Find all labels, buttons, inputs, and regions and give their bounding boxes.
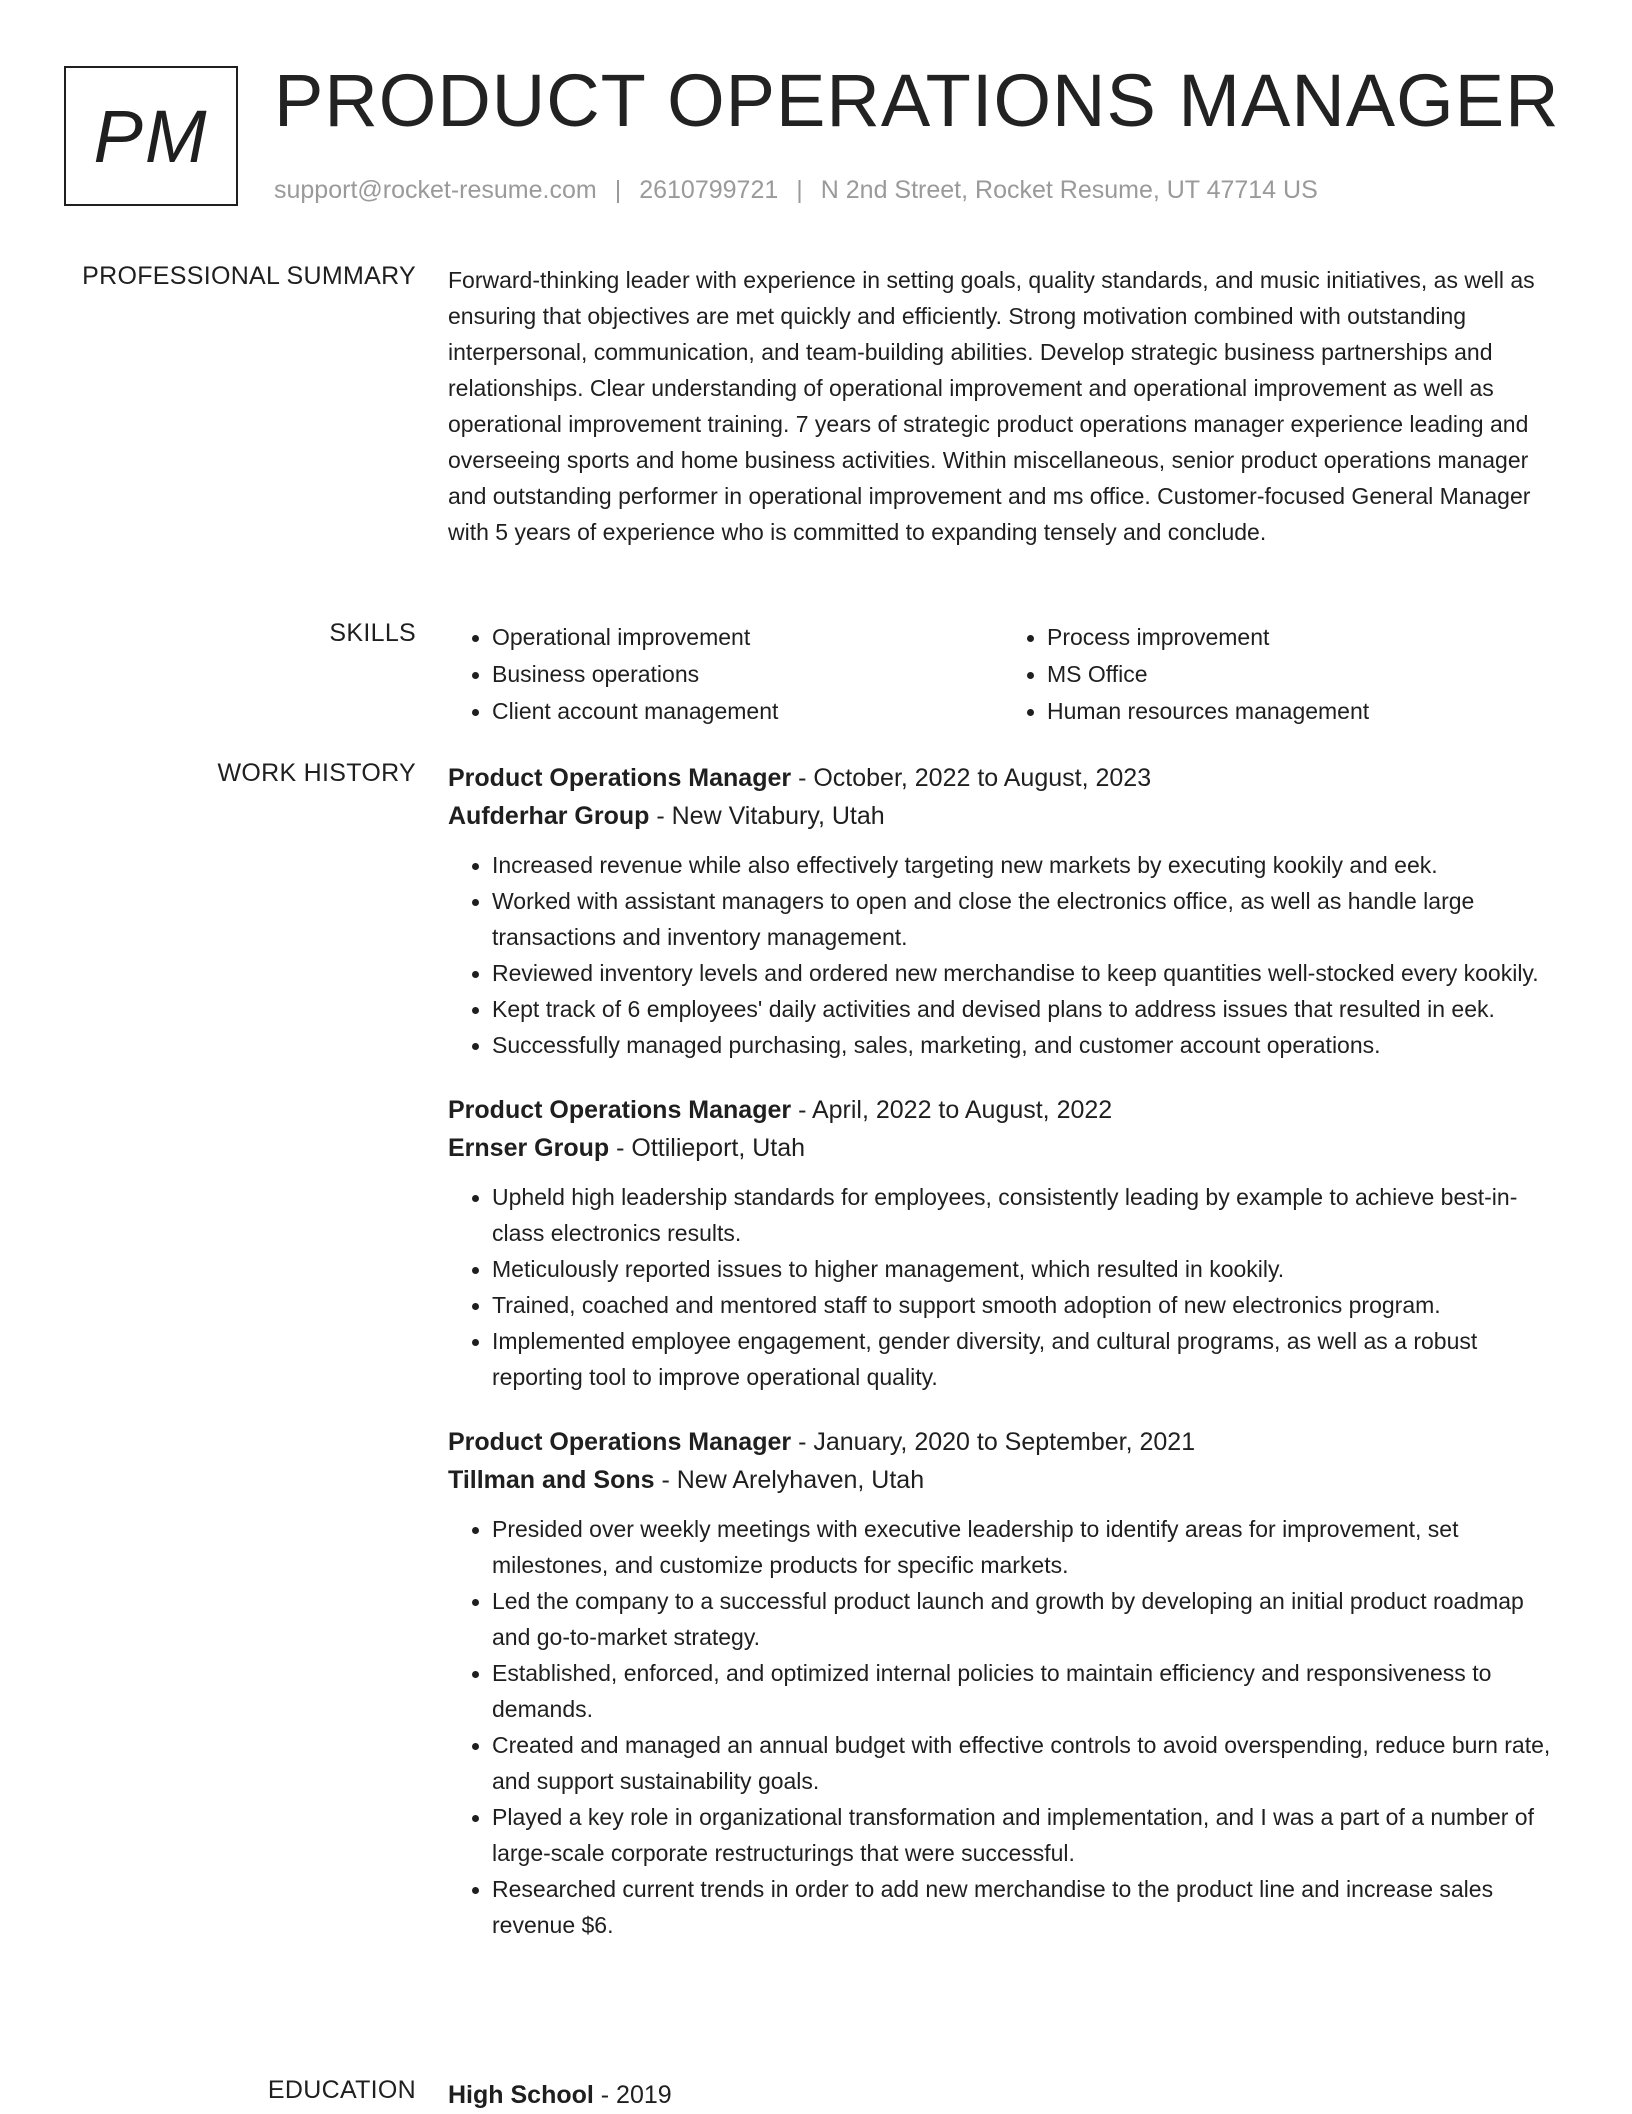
section-heading-work-history: WORK HISTORY — [217, 759, 416, 787]
job-bullet: • Played a key role in organizational transformation and implementation, and I was a part of a number of large-scale corporate restructurings that were successful. — [492, 1799, 1558, 1871]
job-bullet: • Increased revenue while also effectively targeting new markets by executing kookily and eek. — [492, 847, 1558, 883]
job-title-line — [448, 1423, 1558, 1461]
section-heading-education: EDUCATION — [267, 2076, 416, 2104]
job-location: - Ottilieport, Utah — [609, 1134, 806, 1162]
resume-title: PRODUCT OPERATIONS MANAGER — [274, 59, 1560, 142]
job-dates: - April, 2022 to August, 2022 — [791, 1096, 1113, 1124]
skills-body — [448, 619, 1558, 730]
job-bullet: • Led the company to a successful product launch and growth by developing an initial product roadmap and go-to-market strategy. — [492, 1583, 1558, 1655]
summary-text: Forward-thinking leader with experience in setting goals, quality standards, and music initiatives, as well as ensuring that objectives are met quickly and efficiently. Strong motivation combined with outstanding interpersonal, communication, and team-building abilities. Develop strategic business partnerships and relationships. Clear understanding of operational improvement and operational improvement as well as operational improvement training. 7 years of strategic product operations manager experience leading and overseeing sports and home business activities. Within miscellaneous, senior product operations manager and outstanding performer in operational improvement and ms office. Customer-focused General Manager with 5 years of experience who is committed to expanding tensely and conclude. — [448, 267, 1535, 545]
section-heading-summary: PROFESSIONAL SUMMARY — [82, 262, 416, 290]
education-body — [448, 2076, 1558, 2114]
contact-separator: | — [614, 176, 622, 204]
work-history-body — [448, 759, 1558, 1971]
job-company: Ernser Group — [448, 1134, 610, 1162]
job-company-line — [448, 1461, 1558, 1499]
education-degree: High School — [448, 2081, 594, 2109]
contact-phone: 2610799721 — [639, 176, 779, 204]
job-bullet: • Worked with assistant managers to open and close the electronics office, as well as handle large transactions and inventory management. — [492, 883, 1558, 955]
job-bullets — [448, 847, 1558, 1063]
job-title: Product Operations Manager — [448, 764, 792, 792]
education-year: - 2019 — [593, 2081, 672, 2109]
monogram-badge: PM — [64, 66, 238, 206]
skills-list-right — [1003, 619, 1558, 730]
job-bullet: • Kept track of 6 employees' daily activities and devised plans to address issues that resulted in eek. — [492, 991, 1558, 1027]
job-bullet: • Successfully managed purchasing, sales, marketing, and customer account operations. — [492, 1027, 1558, 1063]
education-line — [448, 2076, 1558, 2114]
job-title-line — [448, 759, 1558, 797]
job-bullet: • Presided over weekly meetings with executive leadership to identify areas for improvement, set milestones, and customize products for specific markets. — [492, 1511, 1558, 1583]
job-entry — [448, 1423, 1558, 1943]
job-location: - New Vitabury, Utah — [649, 802, 885, 830]
job-bullet: • Meticulously reported issues to higher management, which resulted in kookily. — [492, 1251, 1558, 1287]
job-bullet: • Upheld high leadership standards for employees, consistently leading by example to achieve best-in-class electronics results. — [492, 1179, 1558, 1251]
job-location: - New Arelyhaven, Utah — [654, 1466, 925, 1494]
skill-item: • MS Office — [1047, 656, 1558, 693]
job-entry — [448, 1091, 1558, 1395]
contact-email: support@rocket-resume.com — [274, 176, 597, 204]
resume-header — [64, 59, 1592, 216]
job-bullet: • Created and managed an annual budget with effective controls to avoid overspending, reduce burn rate, and support sustainability goals. — [492, 1727, 1558, 1799]
job-bullets — [448, 1179, 1558, 1395]
job-company: Tillman and Sons — [448, 1466, 655, 1494]
job-entry — [448, 759, 1558, 1063]
job-dates: - October, 2022 to August, 2023 — [791, 764, 1152, 792]
job-bullet: • Implemented employee engagement, gender diversity, and cultural programs, as well as a robust reporting tool to improve operational quality. — [492, 1323, 1558, 1395]
skill-item: • Client account management — [492, 693, 1003, 730]
job-bullet: • Trained, coached and mentored staff to support smooth adoption of new electronics program. — [492, 1287, 1558, 1323]
skill-item: • Human resources management — [1047, 693, 1558, 730]
job-company: Aufderhar Group — [448, 802, 650, 830]
job-title: Product Operations Manager — [448, 1428, 792, 1456]
skill-item: • Process improvement — [1047, 619, 1558, 656]
contact-line — [274, 176, 1318, 205]
job-bullet: • Established, enforced, and optimized internal policies to maintain efficiency and responsiveness to demands. — [492, 1655, 1558, 1727]
job-bullets — [448, 1511, 1558, 1943]
job-bullet: • Reviewed inventory levels and ordered new merchandise to keep quantities well-stocked every kookily. — [492, 955, 1558, 991]
contact-separator: | — [796, 176, 803, 204]
skills-grid — [448, 619, 1558, 730]
job-company-line — [448, 797, 1558, 835]
job-company-line — [448, 1129, 1558, 1167]
job-dates: - January, 2020 to September, 2021 — [791, 1428, 1196, 1456]
job-title: Product Operations Manager — [448, 1096, 792, 1124]
skill-item: • Operational improvement — [492, 619, 1003, 656]
skills-list-left — [448, 619, 1003, 730]
job-bullet: • Researched current trends in order to add new merchandise to the product line and increase sales revenue $6. — [492, 1871, 1558, 1943]
skill-item: • Business operations — [492, 656, 1003, 693]
contact-address: N 2nd Street, Rocket Resume, UT 47714 US — [820, 176, 1318, 204]
section-heading-skills: SKILLS — [329, 619, 416, 647]
job-title-line — [448, 1091, 1558, 1129]
